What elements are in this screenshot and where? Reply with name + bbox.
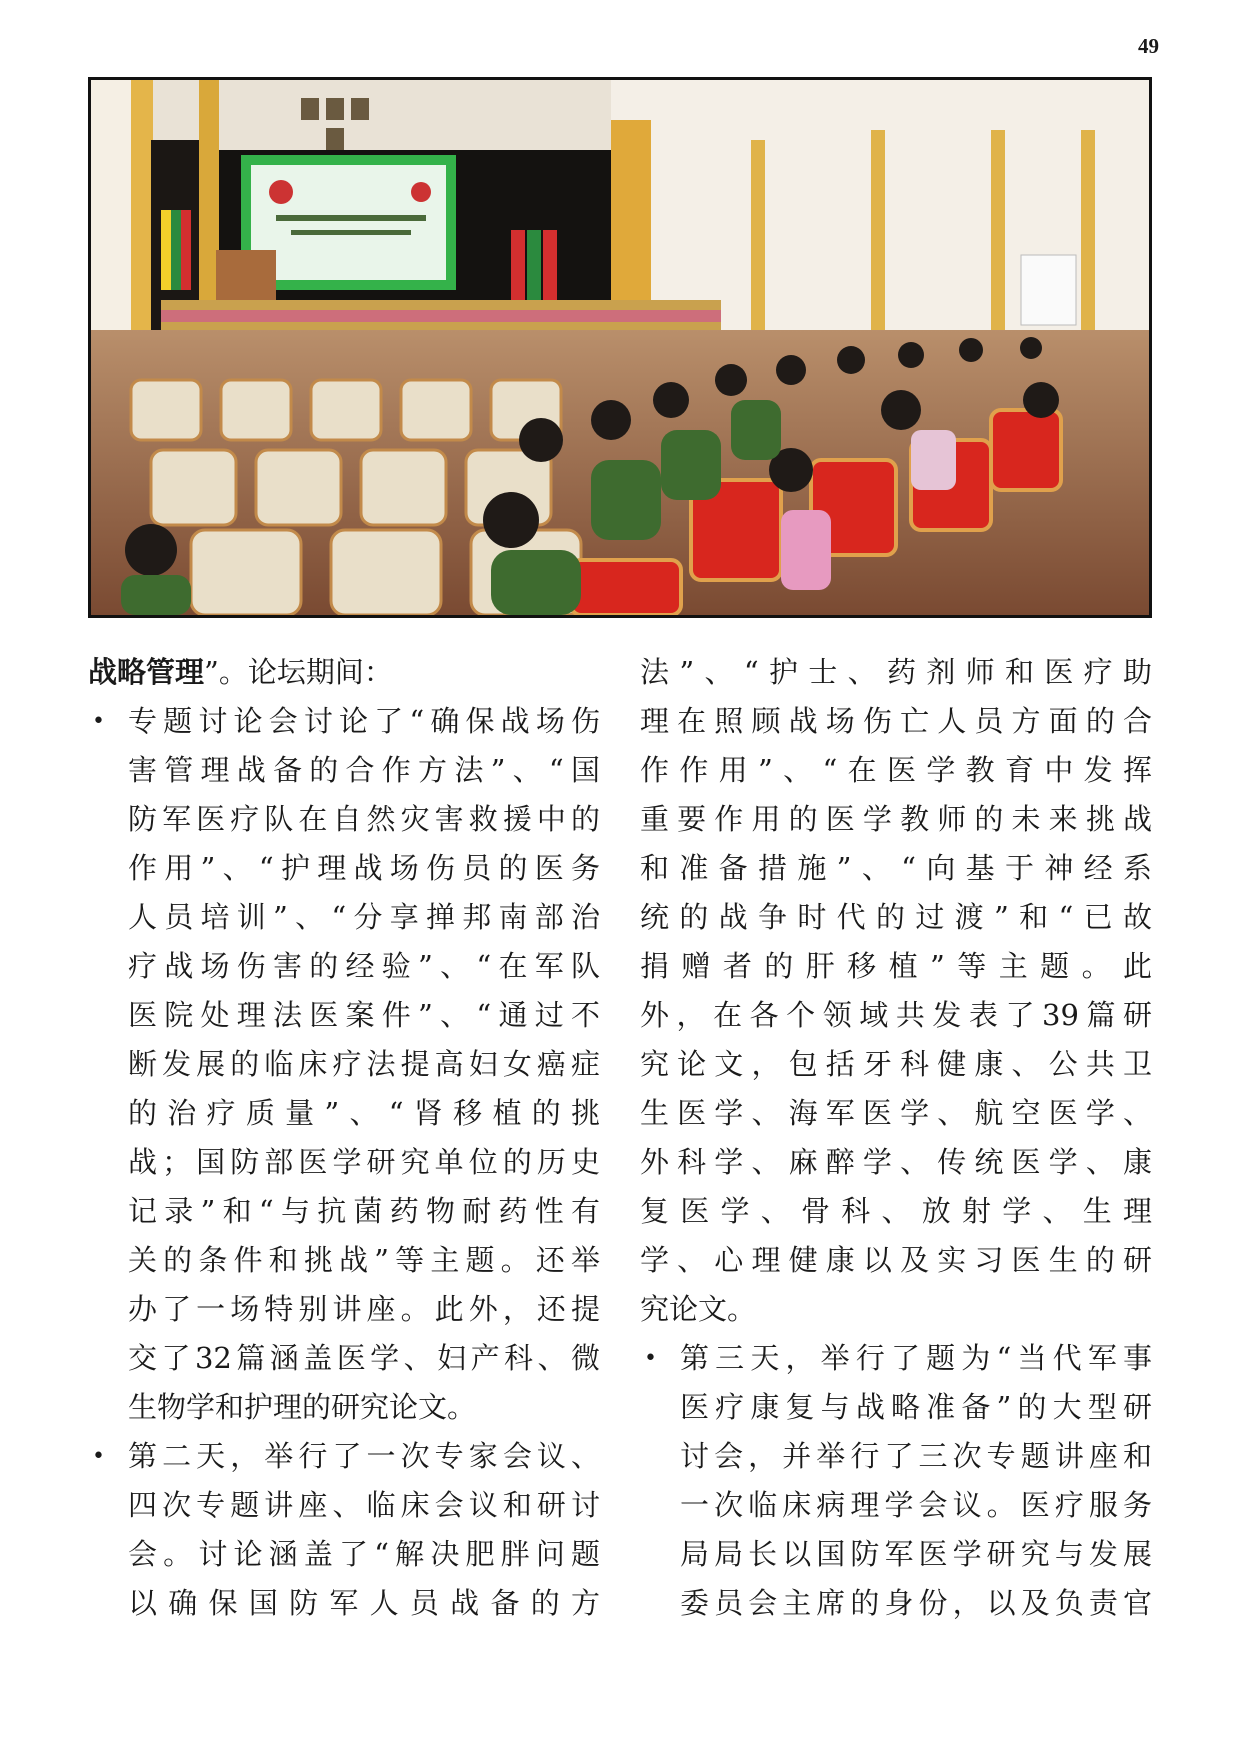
text-line: 四次专题讲座、临床会议和研讨 (128, 1488, 600, 1522)
intro-bold-text: 战略管理 (88, 655, 205, 689)
text-line: 法”、“护士、药剂师和医疗助 (640, 655, 1152, 689)
bullet-text (128, 1432, 600, 1628)
text-line: 统的战争时代的过渡”和“已故 (640, 900, 1152, 934)
conference-photo (88, 77, 1152, 618)
text-line: 理在照顾战场伤亡人员方面的合 (640, 704, 1152, 738)
text-line: 复医学、骨科、放射学、生理 (640, 1194, 1152, 1228)
text-line: 外科学、麻醉学、传统医学、康 (640, 1145, 1152, 1179)
text-line: 外，在各个领域共发表了39篇研 (640, 998, 1152, 1032)
bullet-dot: • (92, 1444, 105, 1469)
continued-paragraph (640, 648, 1152, 1334)
text-line: 战；国防部医学研究单位的历史 (128, 1145, 600, 1179)
intro-text: ”。论坛期间： (204, 655, 393, 689)
text-line: 作作用”、“在医学教育中发挥 (640, 753, 1152, 787)
bullet-dot: • (92, 709, 105, 734)
text-line: 第二天，举行了一次专家会议、 (128, 1439, 600, 1473)
text-line: 委员会主席的身份，以及负责官 (680, 1586, 1152, 1620)
text-line: 专题讨论会讨论了“确保战场伤 (128, 704, 600, 738)
text-line: 讨会，并举行了三次专题讲座和 (680, 1439, 1152, 1473)
text-line: 以确保国防军人员战备的方 (128, 1586, 600, 1620)
left-column (88, 648, 600, 1628)
intro-paragraph (88, 648, 600, 697)
text-line: 生物学和护理的研究论文。 (128, 1390, 477, 1424)
bullet-item-day3 (640, 1334, 1152, 1628)
text-line: 生医学、海军医学、航空医学、 (640, 1096, 1152, 1130)
text-line: 记录”和“与抗菌药物耐药性有 (128, 1194, 600, 1228)
conference-hall-image (91, 80, 1149, 615)
text-line: 局局长以国防军医学研究与发展 (680, 1537, 1152, 1571)
bullet-item-day1 (88, 697, 600, 1432)
text-line: 办了一场特别讲座。此外，还提 (128, 1292, 600, 1326)
text-line: 学、心理健康以及实习医生的研 (640, 1243, 1152, 1277)
text-line: 会。讨论涵盖了“解决肥胖问题 (128, 1537, 600, 1571)
text-line: 防军医疗队在自然灾害救援中的 (128, 802, 600, 836)
text-line: 第三天，举行了题为“当代军事 (680, 1341, 1152, 1375)
text-line: 交了32篇涵盖医学、妇产科、微 (128, 1341, 600, 1375)
right-column (640, 648, 1152, 1628)
text-line: 疗战场伤害的经验”、“在军队 (128, 949, 600, 983)
text-line: 一次临床病理学会议。医疗服务 (680, 1488, 1152, 1522)
bullet-dot: • (644, 1346, 657, 1371)
text-line: 作用”、“护理战场伤员的医务 (128, 851, 600, 885)
bullet-item-day2 (88, 1432, 600, 1628)
text-line: 人员培训”、“分享掸邦南部治 (128, 900, 600, 934)
text-line: 医疗康复与战略准备”的大型研 (680, 1390, 1152, 1424)
bullet-text (128, 697, 600, 1432)
text-line: 究论文，包括牙科健康、公共卫 (640, 1047, 1152, 1081)
text-line: 重要作用的医学教师的未来挑战 (640, 802, 1152, 836)
text-line: 关的条件和挑战”等主题。还举 (128, 1243, 600, 1277)
page-number: 49 (1138, 34, 1159, 58)
text-line: 究论文。 (640, 1292, 757, 1326)
bullet-text (680, 1334, 1152, 1628)
text-line: 的治疗质量”、“肾移植的挑 (128, 1096, 600, 1130)
text-line: 断发展的临床疗法提高妇女癌症 (128, 1047, 600, 1081)
text-line: 捐赠者的肝移植”等主题。此 (640, 949, 1152, 983)
text-line: 害管理战备的合作方法”、“国 (128, 753, 600, 787)
text-line: 和准备措施”、“向基于神经系 (640, 851, 1152, 885)
text-line: 医院处理法医案件”、“通过不 (128, 998, 600, 1032)
